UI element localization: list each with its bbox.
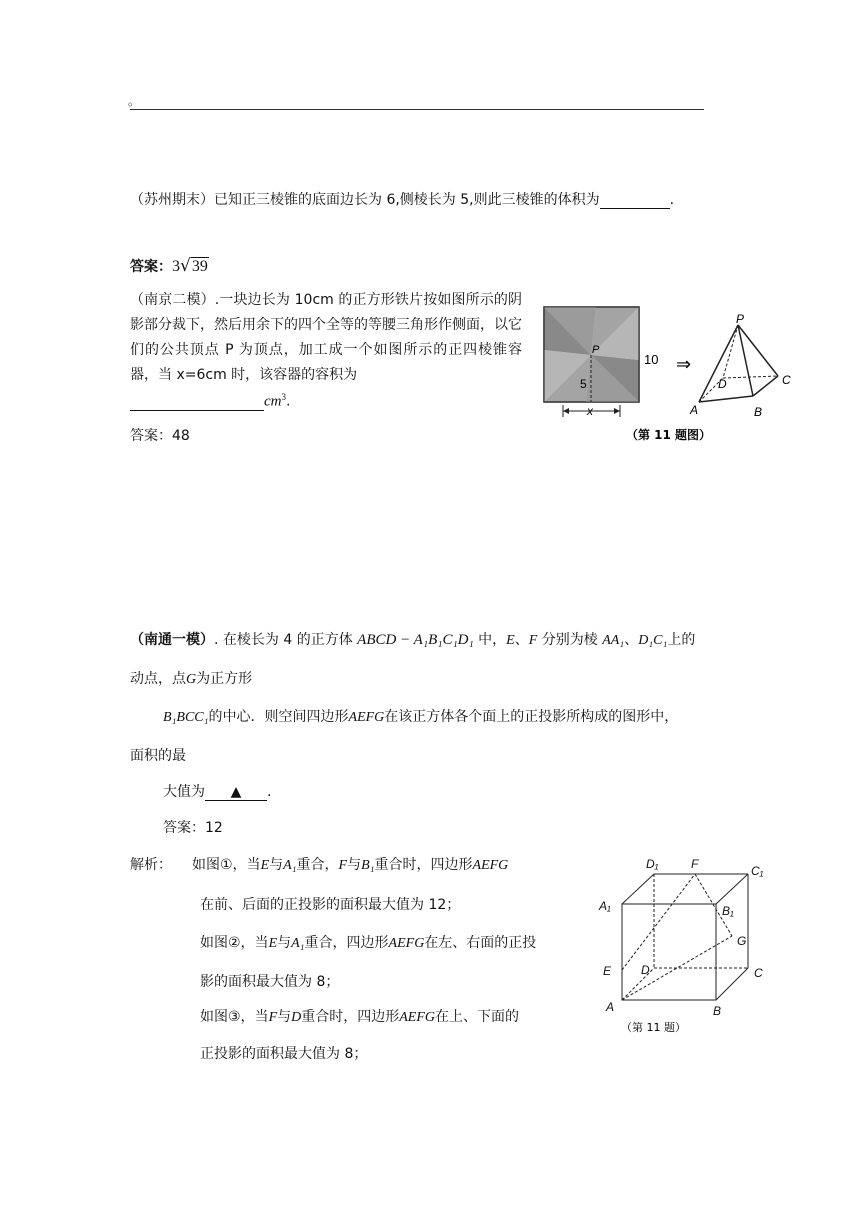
q3-line3 bbox=[163, 706, 678, 726]
header-mark: 。 bbox=[128, 94, 141, 108]
sol1-b1: B₁ bbox=[361, 858, 375, 873]
q3-line4: 面积的最 bbox=[130, 748, 186, 764]
sqrt-symbol: √ bbox=[180, 256, 191, 276]
q1-answer bbox=[130, 256, 209, 276]
sol1-c: 重合， bbox=[296, 857, 339, 873]
q2-figure bbox=[540, 300, 800, 450]
solution-label: 解析： bbox=[130, 857, 172, 873]
q2-unit: cm bbox=[264, 393, 282, 410]
cube-label-c1: C₁ bbox=[751, 864, 764, 878]
pyramid-label-p: P bbox=[736, 312, 745, 326]
pyramid-label-d: D bbox=[718, 377, 727, 391]
sol5-c: 重合时，四边形 bbox=[301, 1009, 400, 1025]
sol1-b: 与 bbox=[269, 857, 284, 873]
cube-label-a1: A₁ bbox=[599, 899, 611, 913]
q3-sep: 、 bbox=[514, 632, 529, 648]
cube-figure-caption: （第 11 题） bbox=[621, 1021, 686, 1034]
sol5-d: 在上、下面的 bbox=[435, 1009, 520, 1025]
q3-sep2: 、 bbox=[624, 632, 639, 648]
q1-tail: . bbox=[669, 192, 675, 208]
q3-edge1: AA₁ bbox=[602, 633, 625, 648]
q3-line5-post: . bbox=[267, 784, 272, 800]
sol5-f: F bbox=[268, 1010, 278, 1025]
sol3-quad: AEFG bbox=[388, 936, 425, 951]
cube-label-g: G bbox=[737, 934, 747, 948]
sol1-a1: A₁ bbox=[283, 858, 297, 873]
triangle-icon: ▲ bbox=[230, 784, 242, 800]
q3-line1 bbox=[130, 629, 695, 649]
sol1-a: 如图①，当 bbox=[192, 857, 261, 873]
sol1-d: 与 bbox=[347, 857, 362, 873]
pyramid-drawing bbox=[699, 325, 778, 402]
q3-line1-post: 分别为棱 bbox=[541, 632, 598, 648]
q3-edge2: D₁C₁ bbox=[638, 633, 668, 648]
arrow-icon: ⇒ bbox=[676, 354, 692, 374]
q1-answer-label: 答案： bbox=[130, 259, 172, 275]
q3-quad: AEFG bbox=[348, 710, 385, 725]
cube-figure bbox=[595, 850, 775, 1040]
q3-line1-mid: 中， bbox=[478, 632, 507, 648]
q2-blank bbox=[130, 394, 264, 411]
q3-line5-pre: 大值为 bbox=[163, 784, 205, 800]
solution-line4: 影的面积最大值为 8； bbox=[200, 974, 340, 990]
q3-g: G bbox=[186, 672, 197, 687]
sol5-b: 与 bbox=[277, 1009, 292, 1025]
header-rule bbox=[130, 109, 704, 110]
q3-cube-name: ABCD − A₁B₁C₁D₁ bbox=[357, 632, 474, 648]
square-label-x: x bbox=[587, 404, 593, 418]
q3-e: E bbox=[506, 633, 515, 648]
q3-line3-mid: 的中心．则空间四边形 bbox=[208, 709, 349, 725]
q2-unit-exp: 3 bbox=[281, 392, 286, 402]
q2-text: （南京二模）.一块边长为 10cm 的正方形铁片按如图所示的阴影部分裁下，然后用余下的四个全等的等腰三角形作侧面，以它们的公共顶点 P 为顶点，加工成一个如图所示的正四棱锥容器，当 x=6cm 时，该容器的容积为 bbox=[130, 292, 522, 383]
q3-line2 bbox=[130, 668, 252, 688]
q1-question bbox=[130, 189, 674, 209]
q2-blank-line bbox=[130, 392, 290, 411]
pyramid-label-b: B bbox=[754, 405, 763, 419]
square-label-10: 10 bbox=[644, 352, 659, 367]
sol5-quad: AEFG bbox=[399, 1010, 436, 1025]
sol3-d: 在左、右面的正投 bbox=[424, 935, 537, 951]
sol1-e: E bbox=[260, 858, 270, 873]
q3-face: B₁BCC₁ bbox=[163, 710, 209, 725]
pyramid-label-a: A bbox=[690, 403, 699, 417]
cube-label-b1: B₁ bbox=[722, 904, 734, 918]
square-label-p: P bbox=[592, 344, 600, 356]
sol3-e: E bbox=[268, 936, 278, 951]
sol3-b: 与 bbox=[277, 935, 292, 951]
cube-label-f: F bbox=[691, 857, 699, 871]
q3-line3-post: 在该正方体各个面上的正投影所构成的图形中， bbox=[384, 709, 679, 725]
sol3-c: 重合，四边形 bbox=[304, 935, 389, 951]
q3-line2-pre: 动点，点 bbox=[130, 671, 186, 687]
cube-label-e: E bbox=[603, 964, 612, 978]
q2-paragraph bbox=[130, 288, 522, 388]
q3-line2-post: 为正方形 bbox=[196, 671, 253, 687]
cube-label-a: A bbox=[606, 1000, 615, 1014]
cube-label-b: B bbox=[713, 1004, 722, 1018]
cube-label-c: C bbox=[754, 966, 763, 980]
q1-answer-radicand: 39 bbox=[191, 258, 208, 275]
solution-line6: 正投影的面积最大值为 8； bbox=[200, 1046, 368, 1062]
pyramid-label-c: C bbox=[782, 373, 791, 387]
q2-answer: 答案：48 bbox=[130, 428, 190, 444]
sol3-a1: A₁ bbox=[291, 936, 305, 951]
sol3-a: 如图②，当 bbox=[200, 935, 269, 951]
q1-answer-coef: 3 bbox=[172, 258, 180, 275]
q2-figure-caption: （第 11 题图） bbox=[626, 428, 712, 442]
q3-line1-pre: . 在棱长为 4 的正方体 bbox=[214, 632, 353, 648]
q3-source: （南通一模） bbox=[130, 632, 214, 648]
sol1-e-text: 重合时，四边形 bbox=[374, 857, 473, 873]
q3-line1-end: 上的 bbox=[667, 632, 696, 648]
square-label-5: 5 bbox=[580, 377, 587, 391]
solution-line3 bbox=[200, 932, 536, 952]
solution-line5 bbox=[200, 1006, 519, 1026]
solution-line2: 在前、后面的正投影的面积最大值为 12； bbox=[200, 897, 461, 913]
sol5-a: 如图③，当 bbox=[200, 1009, 269, 1025]
q3-f: F bbox=[528, 633, 538, 648]
q1-blank bbox=[600, 192, 670, 209]
sol1-quad: AEFG bbox=[472, 858, 509, 873]
cube-drawing bbox=[622, 874, 748, 1000]
q3-blank bbox=[205, 784, 267, 801]
q1-text: （苏州期末）已知正三棱锥的底面边长为 6,侧棱长为 5,则此三棱锥的体积为 bbox=[130, 192, 600, 208]
sol5-d-label: D bbox=[291, 1010, 302, 1025]
cube-label-d: D bbox=[641, 963, 650, 977]
solution-line1 bbox=[130, 854, 508, 874]
q2-tail: . bbox=[286, 393, 291, 410]
cube-label-d1: D₁ bbox=[646, 857, 659, 871]
q3-answer: 答案：12 bbox=[163, 820, 223, 836]
sol1-f: F bbox=[338, 858, 348, 873]
q3-line5 bbox=[163, 781, 271, 801]
